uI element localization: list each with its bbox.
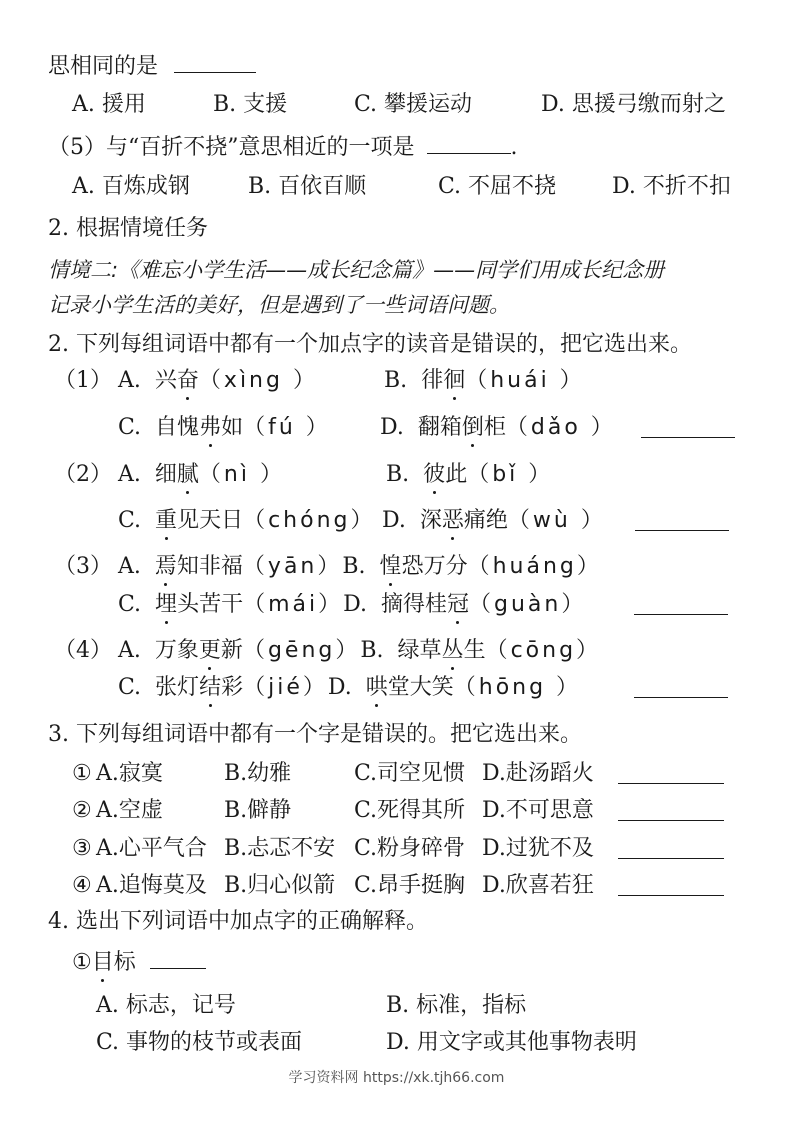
word-part: 翻箱	[417, 415, 462, 440]
option-letter: A.	[118, 554, 141, 579]
word-part: 头苦干	[177, 592, 244, 617]
answer-blank[interactable]	[427, 131, 511, 154]
pinyin: （yān）	[242, 554, 343, 579]
dotted-char: 恶	[442, 506, 464, 536]
q3-option-b: B.僻静	[224, 798, 292, 823]
word-part: 生	[463, 638, 486, 663]
dotted-char: 倒	[462, 413, 484, 443]
option-letter: B.	[384, 368, 408, 393]
dotted-char: 焉	[155, 552, 177, 582]
dotted-char: 更	[199, 636, 221, 666]
p4-option-ab	[118, 636, 601, 666]
dotted-char: 惶	[380, 552, 402, 582]
p2-option-c	[118, 506, 376, 536]
pinyin: （bǐ ）	[467, 462, 554, 487]
q5-option-a: A. 百炼成钢	[72, 174, 190, 199]
q4-option-c: C. 事物的枝节或表面	[96, 1030, 303, 1055]
q3-stem: 3. 下列每组词语中都有一个字是错误的。把它选出来。	[48, 722, 582, 747]
p1-option-b	[384, 366, 585, 396]
answer-blank[interactable]	[618, 796, 724, 821]
option-letter: B.	[386, 462, 410, 487]
dotted-char: 徊	[443, 366, 465, 396]
option-letter: A.	[118, 368, 141, 393]
option-letter: D.	[343, 592, 367, 617]
dotted-char: 腻	[177, 460, 199, 490]
word-part: 兴	[154, 368, 177, 393]
p1-option-c	[118, 413, 331, 443]
option-letter: B.	[342, 554, 366, 579]
q3-option-a: A.心平气合	[96, 836, 207, 861]
q5-option-c: C. 不屈不挠	[438, 174, 557, 199]
word-part: 新	[220, 638, 243, 663]
option-letter: B.	[360, 638, 384, 663]
intro-text	[48, 50, 256, 82]
dotted-char: 埋	[155, 590, 177, 620]
word-part: 痛绝	[463, 508, 508, 533]
section-2-title: 2. 根据情境任务	[48, 216, 208, 241]
option-letter: A.	[118, 462, 141, 487]
footer-watermark: 学习资料网 https://xk.tjh66.com	[288, 1070, 505, 1086]
word-part: 摘得桂	[380, 592, 447, 617]
dotted-char: 弗	[199, 413, 221, 443]
dotted-char: 彼	[423, 460, 445, 490]
word-part: 细	[154, 462, 177, 487]
word-part: 徘	[421, 368, 444, 393]
q5-stem	[48, 131, 518, 163]
pinyin: （mái）	[243, 592, 344, 617]
option-letter: A.	[118, 638, 141, 663]
pinyin: （jié）	[243, 675, 328, 700]
pinyin: （fú ）	[243, 415, 331, 440]
q2-stem: 2. 下列每组词语中都有一个加点字的读音是错误的，把它选出来。	[48, 332, 692, 357]
word-part: 彩	[221, 675, 244, 700]
sub-number: ①	[72, 950, 92, 975]
option-b: B. 支援	[213, 92, 288, 117]
pinyin: （dǎo ）	[505, 415, 616, 440]
answer-blank[interactable]	[634, 590, 728, 615]
q5-stem-text: （5）与“百折不挠”意思相近的一项是	[48, 135, 415, 160]
q3-option-a: A.寂寞	[96, 761, 163, 786]
dotted-char: 冠	[447, 590, 469, 620]
p1-option-d	[380, 413, 616, 443]
q3-option-b: B.归心似箭	[224, 873, 336, 898]
pinyin: （huái ）	[465, 368, 585, 393]
p2-option-d	[382, 506, 606, 536]
pinyin: （wù ）	[507, 508, 606, 533]
q4-stem: 4. 选出下列词语中加点字的正确解释。	[48, 909, 428, 934]
q5-stem-end: .	[510, 135, 518, 160]
word-part: 如	[221, 415, 244, 440]
option-letter: C.	[118, 675, 142, 700]
pinyin: （chóng）	[243, 508, 376, 533]
q3-option-a: A.空虚	[96, 798, 163, 823]
p4-option-cd	[118, 673, 581, 703]
q5-option-d: D. 不折不扣	[612, 174, 731, 199]
word-part: 自愧	[155, 415, 200, 440]
q3-option-c: C.粉身碎骨	[354, 836, 466, 861]
dotted-char: 奋	[177, 366, 199, 396]
word-part: 此	[445, 462, 468, 487]
q4-sub	[72, 946, 206, 978]
pinyin: （cōng）	[485, 638, 602, 663]
word-part: 万象	[154, 638, 199, 663]
option-c: C. 攀援运动	[354, 92, 473, 117]
p1-number: （1）	[54, 368, 112, 393]
word-part: 知非福	[176, 554, 243, 579]
word-part: 堂大笑	[387, 675, 454, 700]
answer-blank[interactable]	[618, 834, 724, 859]
q4-option-a: A. 标志，记号	[96, 993, 236, 1018]
q3-row-number: ②	[72, 798, 92, 823]
word-part: 见天日	[177, 508, 244, 533]
scenario-line-1: 情境二:《难忘小学生活——成长纪念篇》——同学们用成长纪念册	[48, 258, 665, 282]
pinyin: （huáng）	[467, 554, 602, 579]
p2-option-a	[118, 460, 285, 490]
word-part: 绿草	[397, 638, 442, 663]
q3-option-d: D.欣喜若狂	[482, 873, 594, 898]
dotted-char: 丛	[442, 636, 464, 666]
p4-number: （4）	[54, 638, 112, 663]
word-part: 标	[113, 950, 136, 975]
p1-option-a	[118, 366, 318, 396]
option-a: A. 援用	[72, 92, 146, 117]
p3-option-cd	[118, 590, 586, 620]
pinyin: （guàn）	[469, 592, 587, 617]
answer-blank[interactable]	[634, 673, 728, 698]
answer-blank[interactable]	[174, 50, 256, 73]
q4-option-d: D. 用文字或其他事物表明	[386, 1030, 637, 1055]
pinyin: （xìng ）	[198, 368, 318, 393]
option-letter: D.	[382, 508, 406, 533]
word-part: 深	[419, 508, 442, 533]
option-d: D. 思援弓缴而射之	[541, 92, 726, 117]
q3-option-c: C.司空见惯	[354, 761, 466, 786]
q3-row-number: ④	[72, 873, 92, 898]
word-part: 恐万分	[401, 554, 468, 579]
intro-label: 思相同的是	[48, 54, 159, 79]
q5-option-b: B. 百依百顺	[248, 174, 367, 199]
dotted-char: 哄	[366, 673, 388, 703]
q3-row-number: ③	[72, 836, 92, 861]
q4-option-b: B. 标准，指标	[386, 993, 527, 1018]
p2-number: （2）	[54, 462, 112, 487]
answer-blank[interactable]	[618, 871, 724, 896]
pinyin: （gēng）	[242, 638, 361, 663]
pinyin: （nì ）	[198, 462, 285, 487]
q3-option-c: C.昂手挺胸	[354, 873, 466, 898]
p3-number: （3）	[54, 554, 112, 579]
option-letter: C.	[118, 415, 142, 440]
q3-option-c: C.死得其所	[354, 798, 466, 823]
q3-option-b: B.忐忑不安	[224, 836, 336, 861]
option-letter: C.	[118, 592, 142, 617]
q3-option-b: B.幼雅	[224, 761, 292, 786]
q3-option-d: D.赴汤蹈火	[482, 761, 594, 786]
pinyin: （hōng ）	[453, 675, 582, 700]
q3-option-d: D.不可思意	[482, 798, 594, 823]
word-part: 柜	[483, 415, 506, 440]
option-letter: C.	[118, 508, 142, 533]
q3-option-d: D.过犹不及	[482, 836, 594, 861]
q3-option-a: A.追悔莫及	[96, 873, 207, 898]
answer-blank[interactable]	[150, 946, 206, 969]
dotted-char: 结	[199, 673, 221, 703]
p2-option-b	[386, 460, 553, 490]
scenario-line-2: 记录小学生活的美好，但是遇到了一些词语问题。	[48, 293, 510, 317]
word-part: 张灯	[155, 675, 200, 700]
option-letter: D.	[327, 675, 352, 700]
option-letter: D.	[380, 415, 404, 440]
answer-blank[interactable]	[641, 413, 735, 438]
answer-blank[interactable]	[618, 759, 724, 784]
dotted-char: 目	[92, 948, 114, 978]
answer-blank[interactable]	[635, 506, 729, 531]
p3-option-ab	[118, 552, 602, 582]
q3-row-number: ①	[72, 761, 92, 786]
dotted-char: 重	[155, 506, 177, 536]
